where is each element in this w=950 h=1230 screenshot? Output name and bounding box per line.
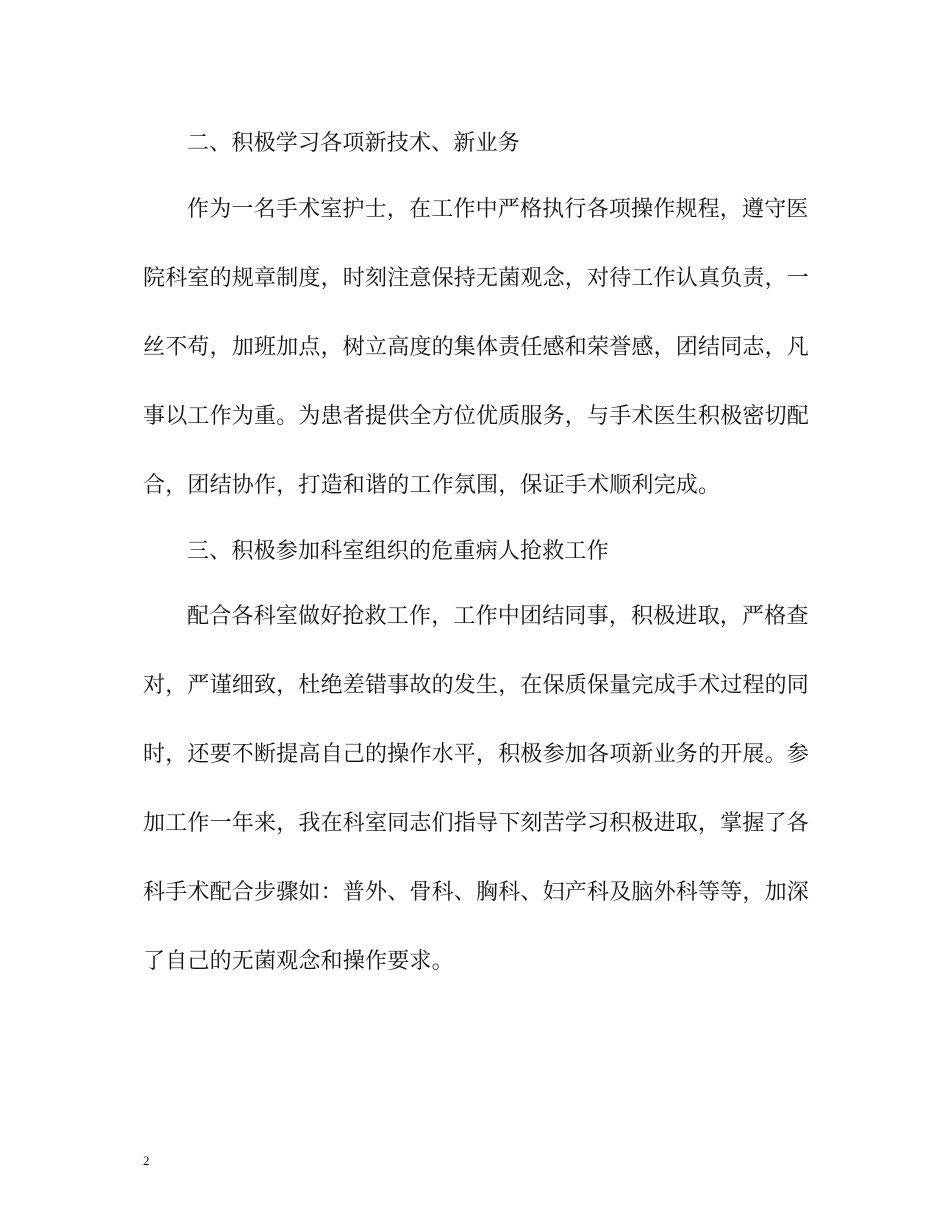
paragraph-line: 科手术配合步骤如：普外、骨科、胸科、妇产科及脑外科等等，加深 <box>143 880 810 905</box>
paragraph-line: 配合各科室做好抢救工作，工作中团结同事，积极进取，严格查 <box>187 604 809 629</box>
paragraph-line: 对，严谨细致，杜绝差错事故的发生，在保质保量完成手术过程的同 <box>143 673 810 698</box>
page-number: 2 <box>143 1153 150 1168</box>
paragraph-line: 院科室的规章制度，时刻注意保持无菌观念，对待工作认真负责，一 <box>143 266 810 291</box>
section-heading: 二、积极学习各项新技术、新业务 <box>187 131 521 156</box>
paragraph-line: 时，还要不断提高自己的操作水平，积极参加各项新业务的开展。参 <box>143 742 810 767</box>
paragraph-line: 事以工作为重。为患者提供全方位优质服务，与手术医生积极密切配 <box>143 404 810 429</box>
paragraph-line: 作为一名手术室护士，在工作中严格执行各项操作规程，遵守医 <box>187 197 809 222</box>
paragraph-line: 了自己的无菌观念和操作要求。 <box>143 949 454 974</box>
paragraph-line: 加工作一年来，我在科室同志们指导下刻苦学习积极进取，掌握了各 <box>143 811 810 836</box>
paragraph-line: 合，团结协作，打造和谐的工作氛围，保证手术顺利完成。 <box>143 473 721 498</box>
paragraph-line: 丝不苟，加班加点，树立高度的集体责任感和荣誉感，团结同志，凡 <box>143 335 810 360</box>
section-heading: 三、积极参加科室组织的危重病人抢救工作 <box>187 539 609 564</box>
